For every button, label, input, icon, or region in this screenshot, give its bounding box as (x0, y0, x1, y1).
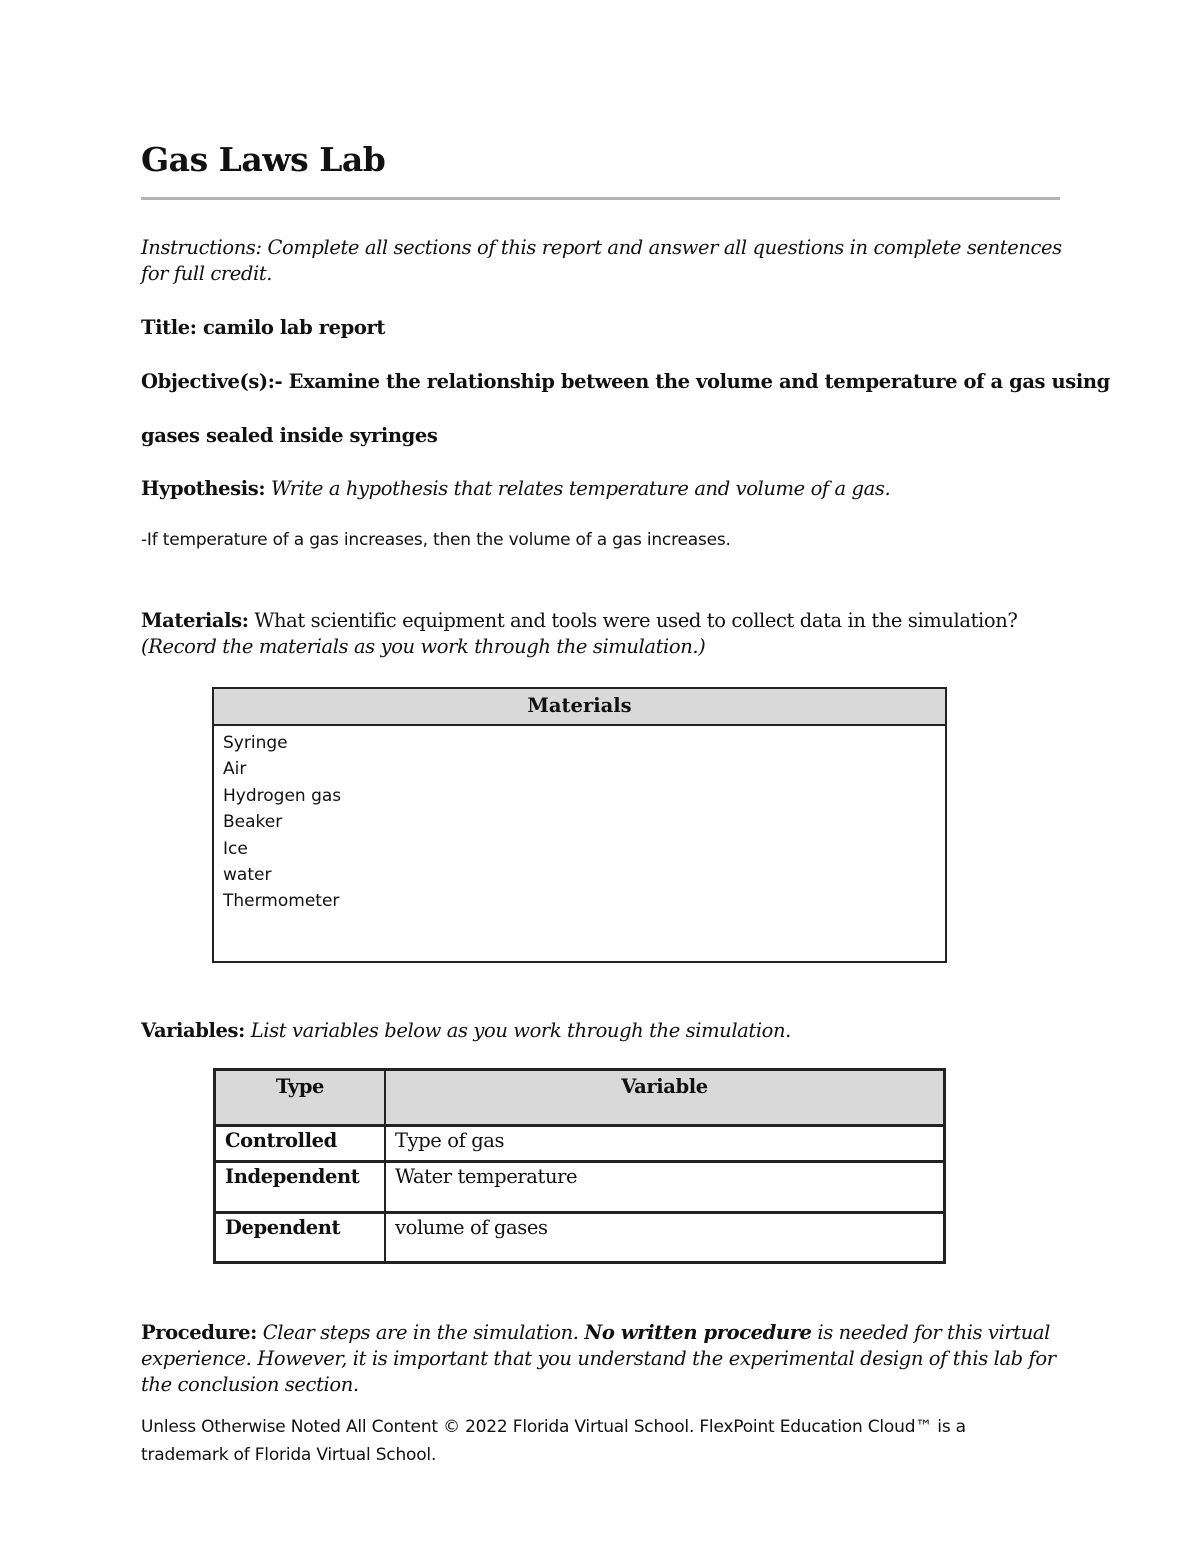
materials-section (141, 608, 1017, 660)
materials-list (214, 726, 945, 915)
objective-field (141, 369, 1110, 395)
hypothesis-label: Hypothesis: (141, 477, 266, 500)
materials-note: (Record the materials as you work through the simulation.) (141, 635, 706, 658)
materials-item: Air (223, 759, 247, 780)
materials-item: Ice (223, 838, 248, 859)
instructions-line-1: Instructions: Complete all sections of this report and answer all questions in complete sentences (141, 236, 1062, 259)
objective-line-2: gases sealed inside syringes (141, 424, 438, 447)
table-row (216, 1124, 943, 1161)
materials-label: Materials: (141, 609, 249, 632)
objective-label: Objective(s):- (141, 370, 283, 393)
variables-section (141, 1018, 791, 1044)
title-value: camilo lab report (202, 316, 385, 339)
materials-item: Hydrogen gas (223, 785, 342, 806)
title-label: Title: (141, 316, 197, 339)
materials-line-1 (141, 608, 1017, 634)
table-row (216, 1160, 943, 1211)
variables-header-type: Type (275, 1075, 325, 1098)
procedure-text-1: Clear steps are in the simulation. (262, 1321, 579, 1344)
variable-type-cell: Controlled (225, 1129, 337, 1152)
hypothesis-prompt: Write a hypothesis that relates temperature and volume of a gas. (270, 477, 891, 500)
materials-table-header: Materials (214, 689, 945, 726)
procedure-line-2: experience. However, it is important that you understand the experimental design of this lab for (141, 1347, 1056, 1370)
procedure-label: Procedure: (141, 1321, 257, 1344)
document-title: Gas Laws Lab (141, 140, 386, 179)
copyright-footer (141, 1413, 966, 1469)
hypothesis-field (141, 476, 890, 502)
materials-table (212, 687, 947, 963)
variable-type-cell: Dependent (225, 1216, 341, 1239)
procedure-line-1 (141, 1320, 1056, 1346)
footer-line-1: Unless Otherwise Noted All Content © 2022 Florida Virtual School. FlexPoint Education Cloud™ is a (141, 1417, 966, 1437)
instructions-line-2: for full credit. (141, 262, 273, 285)
title-field (141, 315, 385, 341)
materials-item: Syringe (223, 733, 288, 753)
objective-line-1: Examine the relationship between the volume and temperature of a gas using (288, 370, 1110, 393)
procedure-line-3: the conclusion section. (141, 1373, 359, 1396)
materials-item: Thermometer (223, 891, 340, 912)
variables-table (213, 1068, 946, 1264)
variable-value-cell: volume of gases (384, 1214, 943, 1264)
procedure-text-2: is needed for this virtual (817, 1321, 1050, 1344)
variables-label: Variables: (141, 1019, 245, 1042)
materials-prompt: What scientific equipment and tools were used to collect data in the simulation? (254, 609, 1018, 632)
materials-item: Beaker (223, 812, 283, 833)
variables-header-variable: Variable (384, 1071, 943, 1124)
variables-prompt: List variables below as you work through the simulation. (250, 1019, 791, 1042)
title-divider (141, 197, 1060, 200)
variables-header-row (216, 1071, 943, 1124)
instructions-text (141, 235, 1062, 287)
variable-type-cell: Independent (225, 1165, 360, 1188)
procedure-emphasis: No written procedure (584, 1321, 812, 1344)
materials-item: water (223, 865, 272, 886)
hypothesis-answer: -If temperature of a gas increases, then the volume of a gas increases. (141, 530, 731, 550)
procedure-section (141, 1320, 1056, 1398)
variable-value-cell: Water temperature (384, 1163, 943, 1211)
variable-value-cell: Type of gas (384, 1127, 943, 1161)
table-row (216, 1211, 943, 1264)
footer-line-2: trademark of Florida Virtual School. (141, 1445, 437, 1465)
